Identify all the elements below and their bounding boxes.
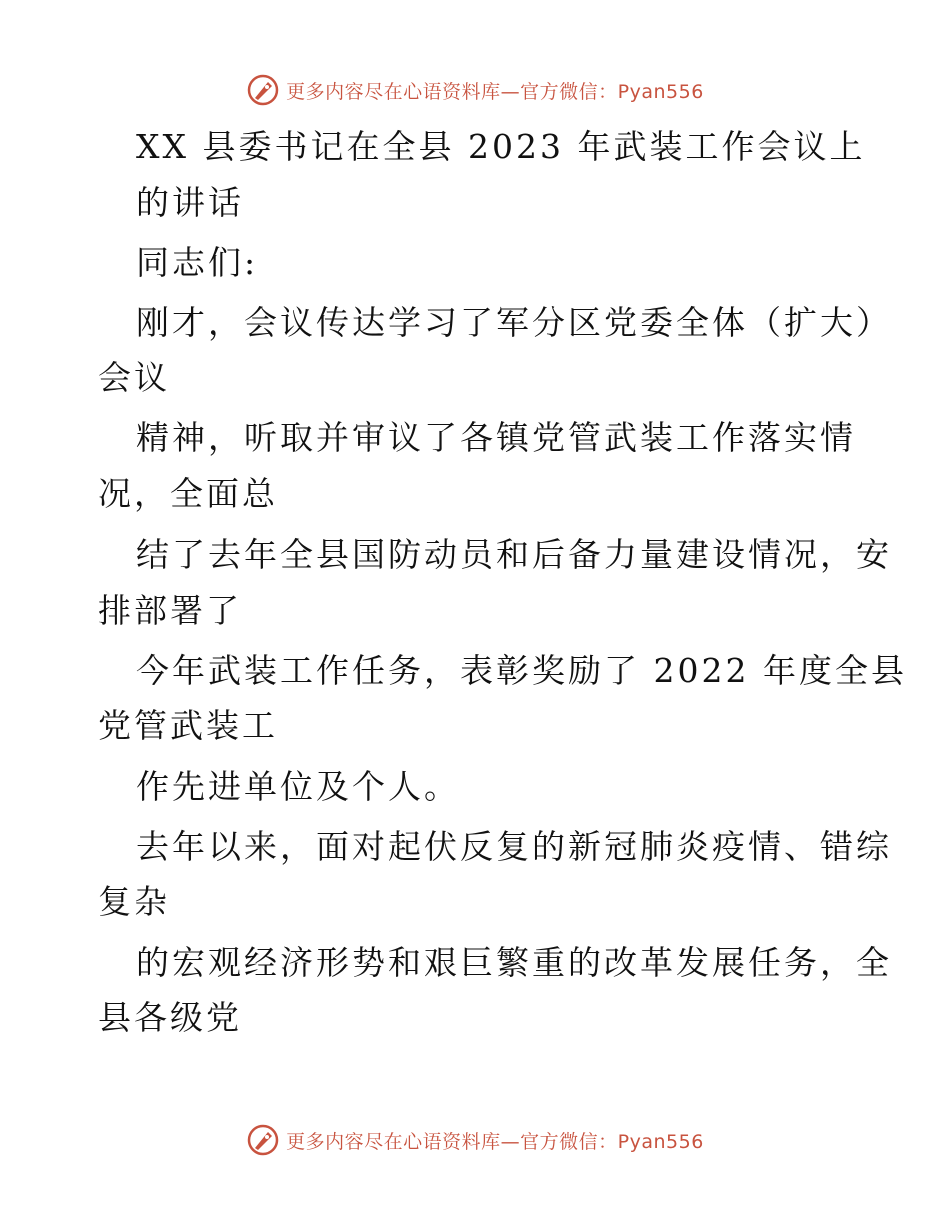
paragraph-line: 结了去年全县国防动员和后备力量建设情况，安: [136, 535, 892, 574]
paragraph-line: 刚才，会议传达学习了军分区党委全体（扩大）: [136, 303, 892, 342]
paragraph-line: 况，全面总: [98, 474, 278, 513]
watermark-text: 更多内容尽在心语资料库—官方微信：Pyan556: [286, 80, 704, 103]
paragraph-line: 的宏观经济形势和艰巨繁重的改革发展任务，全: [136, 943, 892, 982]
watermark-banner-top: [0, 70, 950, 110]
paragraph-line: 复杂: [98, 882, 170, 921]
paragraph-line: 今年武装工作任务，表彰奖励了 2022 年度全县: [136, 651, 907, 690]
title-line-2: 的讲话: [136, 183, 244, 222]
salutation: 同志们:: [136, 243, 259, 282]
paragraph-line: 党管武装工: [98, 706, 278, 745]
paragraph-line: 精神，听取并审议了各镇党管武装工作落实情: [136, 418, 856, 457]
title-line-1: XX 县委书记在全县 2023 年武装工作会议上: [136, 127, 866, 166]
watermark-banner-bottom: [0, 1120, 950, 1160]
paragraph-line: 去年以来，面对起伏反复的新冠肺炎疫情、错综: [136, 827, 892, 866]
pen-nib-logo-icon: [246, 1123, 280, 1157]
paragraph-line: 会议: [98, 358, 170, 397]
paragraph-line: 县各级党: [98, 998, 242, 1037]
pen-nib-logo-icon: [246, 73, 280, 107]
watermark-text: 更多内容尽在心语资料库—官方微信：Pyan556: [286, 1130, 704, 1153]
paragraph-line: 作先进单位及个人。: [136, 767, 460, 806]
paragraph-line: 排部署了: [98, 591, 242, 630]
